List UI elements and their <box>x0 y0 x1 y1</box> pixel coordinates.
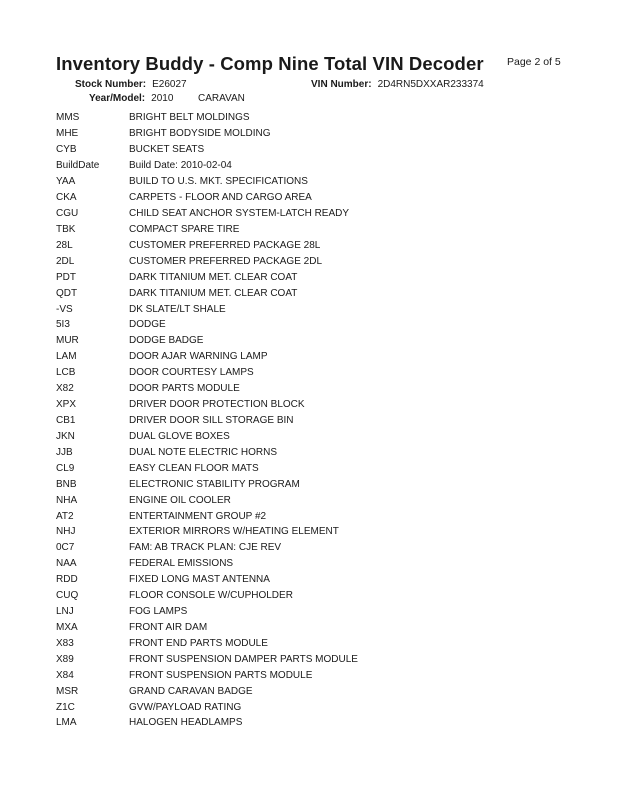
code-row <box>56 715 358 731</box>
option-code-list <box>56 110 358 731</box>
option-description: DUAL NOTE ELECTRIC HORNS <box>129 446 277 458</box>
option-code: 2DL <box>56 255 75 267</box>
code-row <box>56 317 358 333</box>
year-value: 2010 <box>151 93 174 104</box>
option-code: CGU <box>56 207 79 219</box>
model-value: CARAVAN <box>198 93 245 104</box>
option-description: DOOR AJAR WARNING LAMP <box>129 351 268 363</box>
option-description: FIXED LONG MAST ANTENNA <box>129 574 270 586</box>
option-description: FOG LAMPS <box>129 606 188 618</box>
option-description: CHILD SEAT ANCHOR SYSTEM-LATCH READY <box>129 207 350 219</box>
page-title: Inventory Buddy - Comp Nine Total VIN Decoder <box>56 53 484 74</box>
code-row <box>56 556 358 572</box>
option-description: COMPACT SPARE TIRE <box>129 223 240 235</box>
option-code: JJB <box>56 446 73 458</box>
option-code: JKN <box>56 430 75 442</box>
code-row <box>56 190 358 206</box>
option-code: MUR <box>56 335 79 347</box>
option-code: TBK <box>56 223 76 235</box>
option-description: HALOGEN HEADLAMPS <box>129 717 243 729</box>
option-code: -VS <box>56 303 73 315</box>
option-description: FRONT AIR DAM <box>129 621 208 633</box>
option-code: AT2 <box>56 510 74 522</box>
option-description: CUSTOMER PREFERRED PACKAGE 2DL <box>129 255 323 267</box>
code-row <box>56 269 358 285</box>
option-description: ENTERTAINMENT GROUP #2 <box>129 510 267 522</box>
option-description: DARK TITANIUM MET. CLEAR COAT <box>129 271 298 283</box>
option-description: ENGINE OIL COOLER <box>129 494 231 506</box>
option-code: BNB <box>56 478 77 490</box>
vin-number-field <box>311 79 484 90</box>
code-row <box>56 301 358 317</box>
option-description: DK SLATE/LT SHALE <box>129 303 226 315</box>
vin-number-value: 2D4RN5DXXAR233374 <box>377 79 484 90</box>
option-description: FLOOR CONSOLE W/CUPHOLDER <box>129 590 293 602</box>
option-description: BRIGHT BODYSIDE MOLDING <box>129 128 271 140</box>
option-description: GRAND CARAVAN BADGE <box>129 685 253 697</box>
option-code: MXA <box>56 621 78 633</box>
option-code: LCB <box>56 367 76 379</box>
code-row <box>56 588 358 604</box>
option-code: X83 <box>56 637 74 649</box>
option-code: NAA <box>56 558 77 570</box>
code-row <box>56 110 358 126</box>
code-row <box>56 572 358 588</box>
option-description: EXTERIOR MIRRORS W/HEATING ELEMENT <box>129 526 339 538</box>
option-code: CL9 <box>56 462 75 474</box>
option-code: 28L <box>56 239 73 251</box>
code-row <box>56 699 358 715</box>
code-row <box>56 349 358 365</box>
option-code: X84 <box>56 669 74 681</box>
option-code: NHA <box>56 494 78 506</box>
option-description: Build Date: 2010-02-04 <box>129 160 232 172</box>
code-row <box>56 667 358 683</box>
option-code: 5I3 <box>56 319 70 331</box>
code-row <box>56 508 358 524</box>
option-code: CYB <box>56 144 77 156</box>
code-row <box>56 221 358 237</box>
option-description: DRIVER DOOR SILL STORAGE BIN <box>129 414 294 426</box>
code-row <box>56 174 358 190</box>
code-row <box>56 460 358 476</box>
code-row <box>56 413 358 429</box>
option-code: X89 <box>56 653 74 665</box>
option-code: PDT <box>56 271 76 283</box>
code-row <box>56 237 358 253</box>
code-row <box>56 206 358 222</box>
option-code: CKA <box>56 192 77 204</box>
code-row <box>56 428 358 444</box>
stock-number-value: E26027 <box>152 79 187 90</box>
option-code: CB1 <box>56 414 76 426</box>
option-code: BuildDate <box>56 160 100 172</box>
option-description: DARK TITANIUM MET. CLEAR COAT <box>129 287 298 299</box>
code-row <box>56 253 358 269</box>
option-code: YAA <box>56 176 76 188</box>
year-model-label: Year/Model: <box>89 93 146 104</box>
option-description: DOOR PARTS MODULE <box>129 383 240 395</box>
option-code: RDD <box>56 574 78 586</box>
option-description: DRIVER DOOR PROTECTION BLOCK <box>129 399 305 411</box>
option-description: BUCKET SEATS <box>129 144 205 156</box>
code-row <box>56 365 358 381</box>
option-description: DUAL GLOVE BOXES <box>129 430 230 442</box>
option-description: FRONT SUSPENSION DAMPER PARTS MODULE <box>129 653 358 665</box>
option-description: BUILD TO U.S. MKT. SPECIFICATIONS <box>129 176 308 188</box>
option-description: BRIGHT BELT MOLDINGS <box>129 112 250 124</box>
option-code: LAM <box>56 351 77 363</box>
option-code: MMS <box>56 112 80 124</box>
option-description: CARPETS - FLOOR AND CARGO AREA <box>129 192 312 204</box>
code-row <box>56 476 358 492</box>
code-row <box>56 651 358 667</box>
option-code: QDT <box>56 287 78 299</box>
option-code: MHE <box>56 128 79 140</box>
code-row <box>56 524 358 540</box>
code-row <box>56 381 358 397</box>
stock-number-label: Stock Number: <box>75 79 147 90</box>
option-description: DODGE BADGE <box>129 335 204 347</box>
option-description: FEDERAL EMISSIONS <box>129 558 234 570</box>
option-description: DODGE <box>129 319 166 331</box>
option-code: NHJ <box>56 526 76 538</box>
code-row <box>56 683 358 699</box>
code-row <box>56 333 358 349</box>
page-number: Page 2 of 5 <box>507 56 561 68</box>
option-code: CUQ <box>56 590 79 602</box>
code-row <box>56 158 358 174</box>
code-row <box>56 397 358 413</box>
option-description: FAM: AB TRACK PLAN: CJE REV <box>129 542 282 554</box>
code-row <box>56 285 358 301</box>
option-code: LNJ <box>56 606 74 618</box>
option-description: DOOR COURTESY LAMPS <box>129 367 254 379</box>
code-row <box>56 492 358 508</box>
code-row <box>56 620 358 636</box>
code-row <box>56 142 358 158</box>
option-description: FRONT END PARTS MODULE <box>129 637 268 649</box>
option-code: Z1C <box>56 701 75 713</box>
option-code: X82 <box>56 383 74 395</box>
code-row <box>56 540 358 556</box>
option-code: 0C7 <box>56 542 75 554</box>
vin-number-label: VIN Number: <box>311 79 372 90</box>
code-row <box>56 444 358 460</box>
option-code: MSR <box>56 685 79 697</box>
option-description: GVW/PAYLOAD RATING <box>129 701 242 713</box>
year-model-field <box>89 93 173 104</box>
option-code: XPX <box>56 399 77 411</box>
code-row <box>56 635 358 651</box>
option-description: ELECTRONIC STABILITY PROGRAM <box>129 478 300 490</box>
option-description: EASY CLEAN FLOOR MATS <box>129 462 259 474</box>
option-description: CUSTOMER PREFERRED PACKAGE 28L <box>129 239 321 251</box>
option-description: FRONT SUSPENSION PARTS MODULE <box>129 669 313 681</box>
code-row <box>56 126 358 142</box>
option-code: LMA <box>56 717 77 729</box>
stock-number-field <box>75 79 187 90</box>
code-row <box>56 604 358 620</box>
